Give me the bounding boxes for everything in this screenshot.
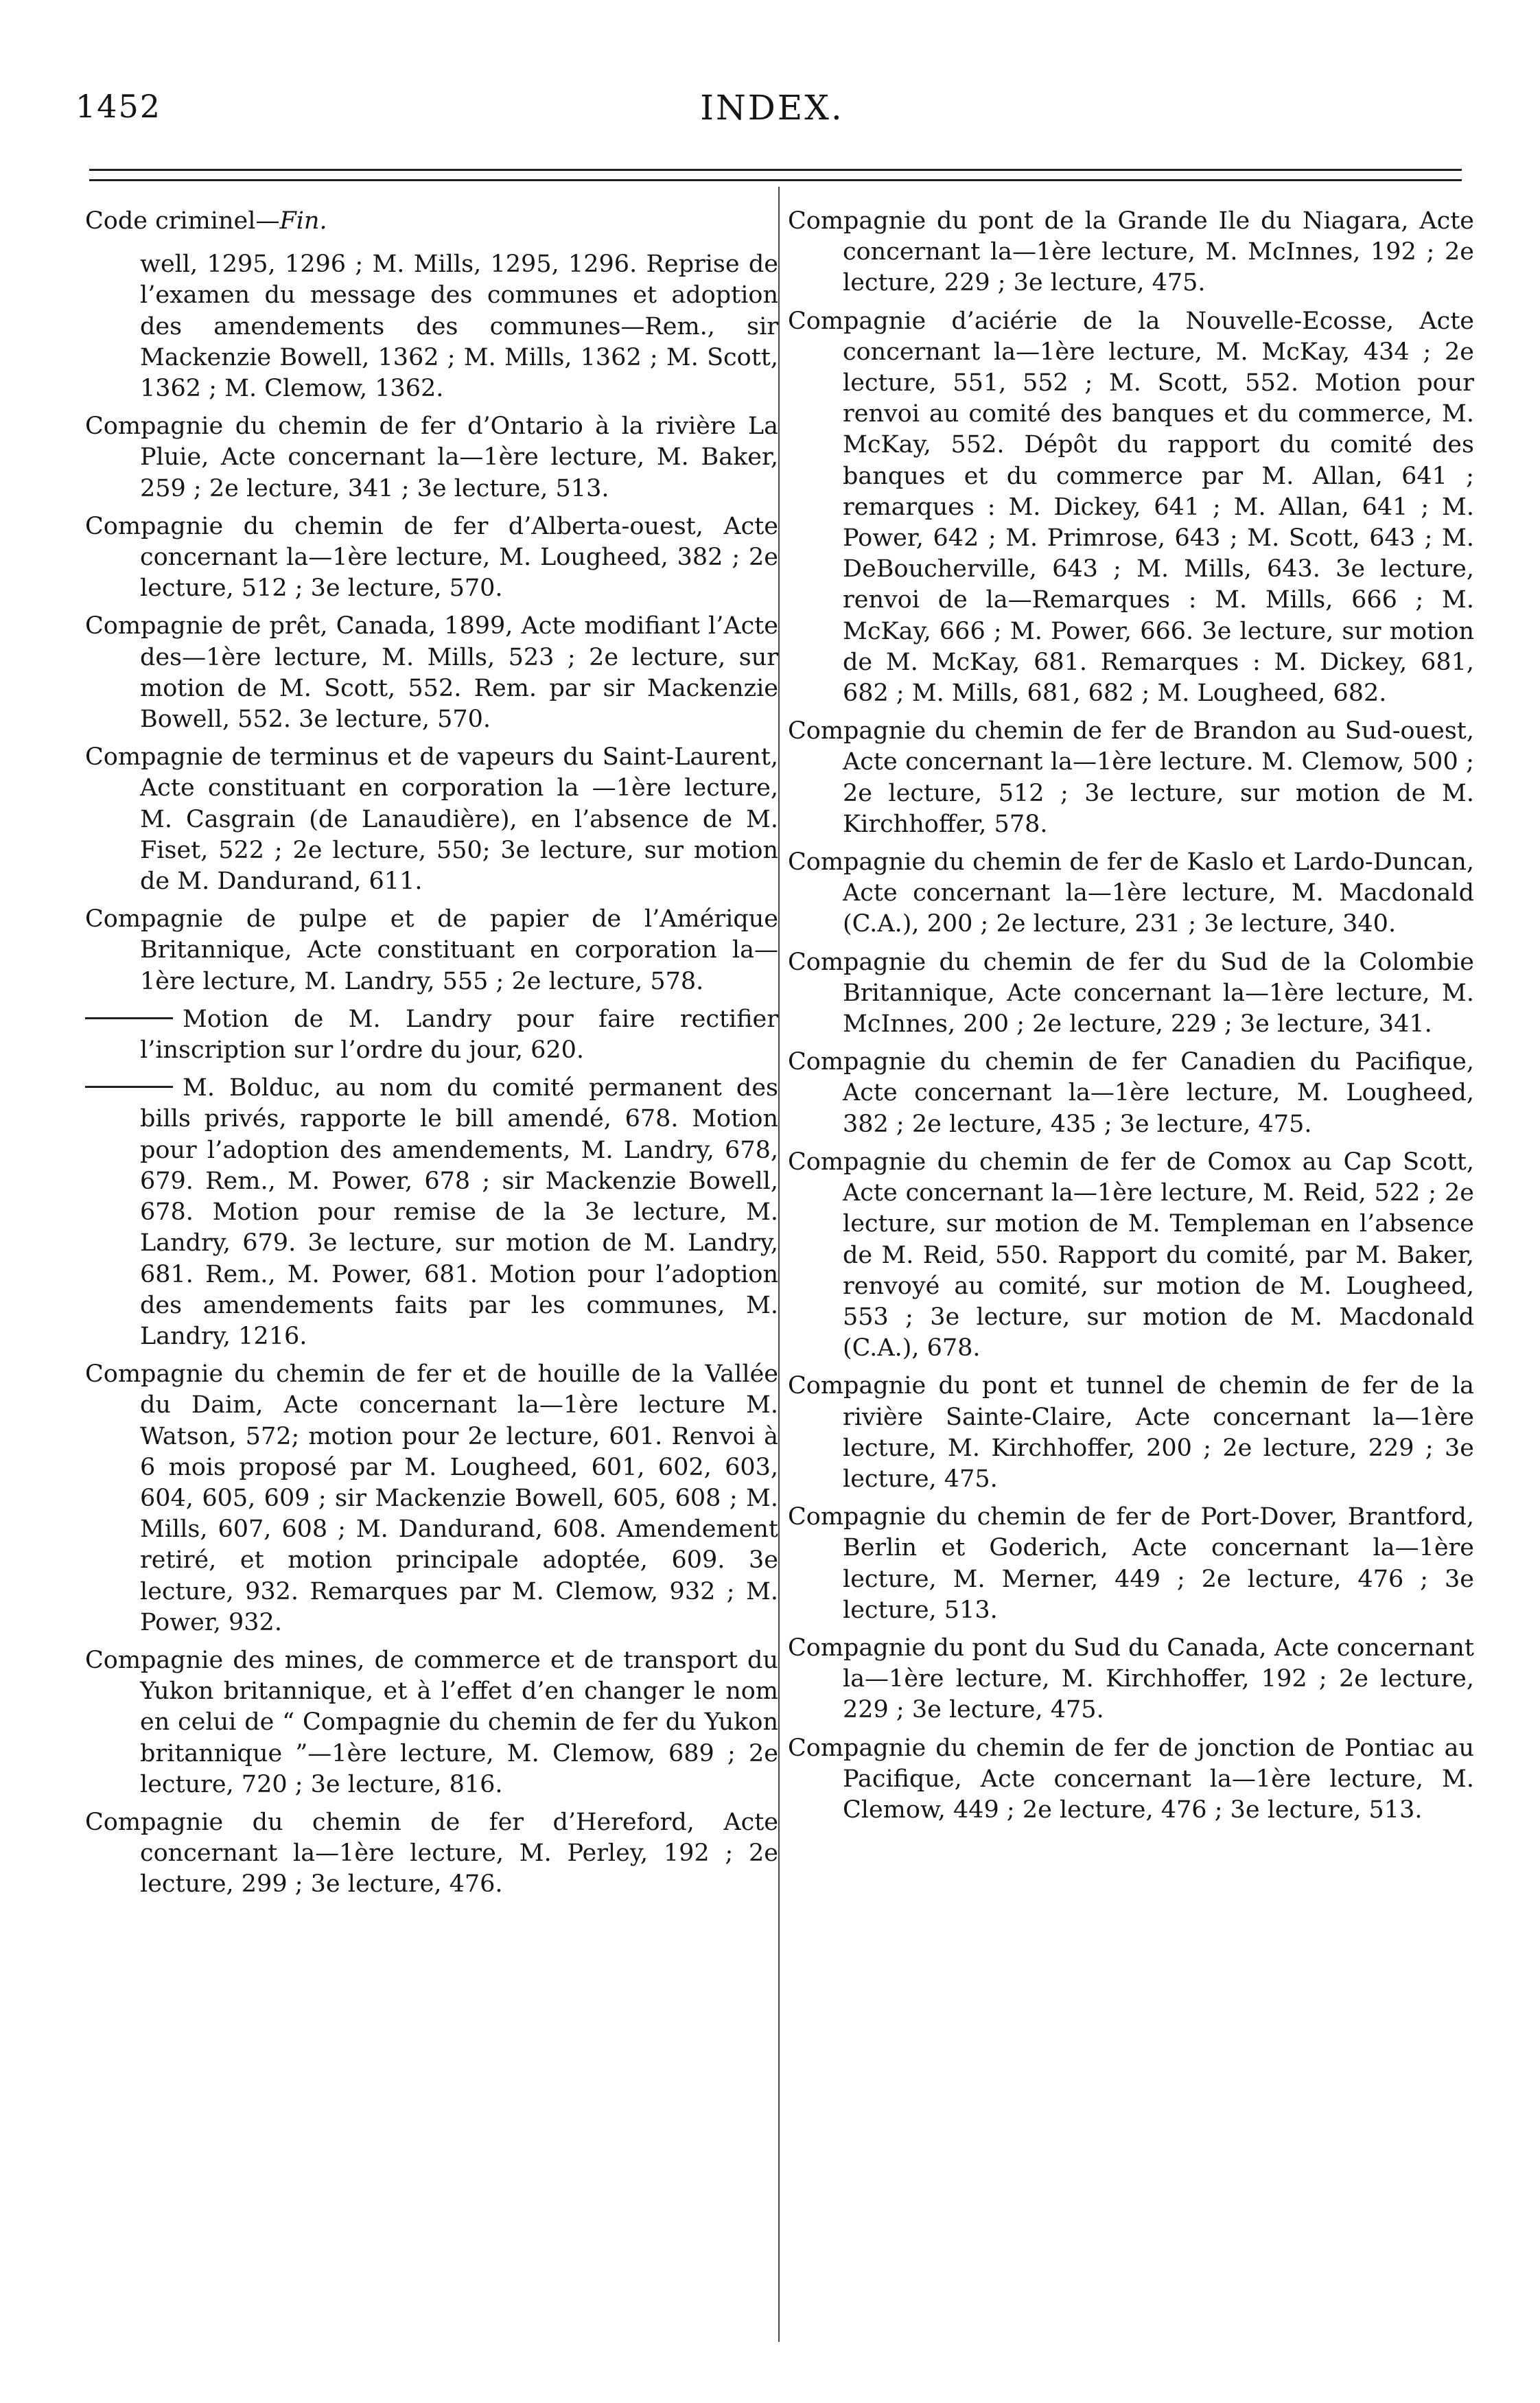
entry-text: well, 1295, 1296 ; M. Mills, 1295, 1296. Reprise de l’examen du message des communes et adoption des amendements des communes—Rem., sir Mackenzie Bowell, 1362 ; M. Mills, 1362 ; M. Scott, 1362 ; M. Clemow, 1362. xyxy=(140,251,778,403)
entry-text: Compagnie du chemin de fer d’Ontario à la rivière La Pluie, Acte concernant la—1ère lecture, M. Baker, 259 ; 2e lecture, 341 ; 3e lecture, 513. xyxy=(85,413,778,502)
header-rule xyxy=(89,169,1462,181)
right-column xyxy=(788,206,1474,1833)
index-entry xyxy=(85,1645,778,1800)
entry-text: M. Bolduc, au nom du comité permanent des bills privés, rapporte le bill amendé, 678. Motion pour l’adoption des amendements, M. Landry, 678, 679. Rem., M. Power, 678 ; sir Mackenzie Bowell, 678. Motion pour remise de la 3e lecture, M. Landry, 679. 3e lecture, sur motion de M. Landry, 681. Rem., M. Power, 681. Motion pour l’adoption des amendements faits par les communes, M. Landry, 1216. xyxy=(140,1074,778,1350)
index-entry xyxy=(85,511,778,605)
entry-text: Compagnie du chemin de fer et de houille de la Vallée du Daim, Acte concernant la—1ère lecture M. Watson, 572; motion pour 2e lecture, 601. Renvoi à 6 mois proposé par M. Lougheed, 601, 602, 603, 604, 605, 609 ; sir Mackenzie Bowell, 605, 608 ; M. Mills, 607, 608 ; M. Dandurand, 608. Amendement retiré, et motion principale adoptée, 609. 3e lecture, 932. Remarques par M. Clemow, 932 ; M. Power, 932. xyxy=(85,1360,778,1636)
index-entry xyxy=(788,847,1474,940)
column-divider xyxy=(778,187,780,2342)
index-entry xyxy=(788,1371,1474,1495)
entry-text: Compagnie du chemin de fer de Kaslo et Lardo-Duncan, Acte concernant la—1ère lecture, M. Macdonald (C.A.), 200 ; 2e lecture, 231 ; 3e lecture, 340. xyxy=(788,848,1474,938)
entry-text: Compagnie du chemin de fer d’Alberta-ouest, Acte concernant la—1ère lecture, M. Lougheed, 382 ; 2e lecture, 512 ; 3e lecture, 570. xyxy=(85,512,778,603)
entry-text: Compagnie du chemin de fer de Port-Dover, Brantford, Berlin et Goderich, Acte concernant la—1ère lecture, M. Merner, 449 ; 2e lecture, 476 ; 3e lecture, 513. xyxy=(788,1503,1474,1624)
ditto-dash xyxy=(85,1017,173,1019)
entry-text: Compagnie du pont du Sud du Canada, Acte concernant la—1ère lecture, M. Kirchhoffer, 192 ; 2e lecture, 229 ; 3e lecture, 475. xyxy=(788,1634,1474,1724)
index-entry xyxy=(85,742,778,897)
right-entries xyxy=(788,206,1474,1826)
index-entry xyxy=(85,904,778,997)
left-column xyxy=(85,206,778,1907)
index-entry xyxy=(788,1147,1474,1364)
entry-text: Compagnie du chemin de fer de Brandon au Sud-ouest, Acte concernant la—1ère lecture. M. Clemow, 500 ; 2e lecture, 512 ; 3e lecture, sur motion de M. Kirchhoffer, 578. xyxy=(788,717,1474,838)
heading-suffix: Fin. xyxy=(279,207,327,235)
index-entry xyxy=(788,306,1474,710)
entry-text: Compagnie du chemin de fer de Comox au Cap Scott, Acte concernant la—1ère lecture, M. Reid, 522 ; 2e lecture, sur motion de M. Templeman en l’absence de M. Reid, 550. Rapport du comité, par M. Baker, renvoyé au comité, sur motion de M. Lougheed, 553 ; 3e lecture, sur motion de M. Macdonald (C.A.), 678. xyxy=(788,1148,1474,1362)
index-entry xyxy=(788,1047,1474,1140)
index-entry xyxy=(85,411,778,504)
page-number: 1452 xyxy=(75,88,162,125)
left-entries xyxy=(85,249,778,1900)
index-entry xyxy=(788,206,1474,299)
entry-text: Compagnie de prêt, Canada, 1899, Acte modifiant l’Acte des—1ère lecture, M. Mills, 523 ; 2e lecture, sur motion de M. Scott, 552. Rem. par sir Mackenzie Bowell, 552. 3e lecture, 570. xyxy=(85,612,778,734)
page-header xyxy=(75,88,1469,143)
page-title: INDEX. xyxy=(700,88,844,128)
index-entry xyxy=(85,1359,778,1638)
entry-text: Compagnie de pulpe et de papier de l’Amérique Britannique, Acte constituant en corporation la—1ère lecture, M. Landry, 555 ; 2e lecture, 578. xyxy=(85,905,778,995)
entry-text: Compagnie du pont de la Grande Ile du Niagara, Acte concernant la—1ère lecture, M. McInnes, 192 ; 2e lecture, 229 ; 3e lecture, 475. xyxy=(788,207,1474,297)
entry-text: Compagnie du chemin de fer de jonction de Pontiac au Pacifique, Acte concernant la—1ère lecture, M. Clemow, 449 ; 2e lecture, 476 ; 3e lecture, 513. xyxy=(788,1734,1474,1824)
index-entry xyxy=(788,1633,1474,1726)
index-subentry xyxy=(85,1004,778,1066)
ditto-dash xyxy=(85,1086,173,1088)
heading-text: Code criminel— xyxy=(85,207,280,235)
entry-text: Compagnie du pont et tunnel de chemin de fer de la rivière Sainte-Claire, Acte concernant la—1ère lecture, M. Kirchhoffer, 200 ; 2e lecture, 229 ; 3e lecture, 475. xyxy=(788,1372,1474,1493)
index-entry xyxy=(788,1502,1474,1626)
index-entry xyxy=(788,947,1474,1041)
entry-text: Motion de M. Landry pour faire rectifier l’inscription sur l’ordre du jour, 620. xyxy=(140,1005,778,1065)
index-entry xyxy=(788,1733,1474,1826)
index-entry xyxy=(788,716,1474,840)
entry-text: Compagnie du chemin de fer d’Hereford, Acte concernant la—1ère lecture, M. Perley, 192 ; 2e lecture, 299 ; 3e lecture, 476. xyxy=(85,1808,778,1899)
index-entry xyxy=(85,249,778,404)
entry-text: Compagnie du chemin de fer Canadien du Pacifique, Acte concernant la—1ère lecture, M. Lougheed, 382 ; 2e lecture, 435 ; 3e lecture, 475. xyxy=(788,1048,1474,1138)
entry-text: Compagnie des mines, de commerce et de transport du Yukon britannique, et à l’effet d’en changer le nom en celui de “ Compagnie du chemin de fer du Yukon britannique ”—1ère lecture, M. Clemow, 689 ; 2e lecture, 720 ; 3e lecture, 816. xyxy=(85,1646,778,1798)
index-subentry xyxy=(85,1073,778,1352)
entry-text: Compagnie de terminus et de vapeurs du Saint-Laurent, Acte constituant en corporation la —1ère lecture, M. Casgrain (de Lanaudière), en l’absence de M. Fiset, 522 ; 2e lecture, 550; 3e lecture, sur motion de M. Dandurand, 611. xyxy=(85,743,778,896)
continued-heading xyxy=(85,206,778,237)
entry-text: Compagnie du chemin de fer du Sud de la Colombie Britannique, Acte concernant la—1ère lecture, M. McInnes, 200 ; 2e lecture, 229 ; 3e lecture, 341. xyxy=(788,948,1474,1038)
index-entry xyxy=(85,1807,778,1901)
entry-text: Compagnie d’aciérie de la Nouvelle-Ecosse, Acte concernant la—1ère lecture, M. McKay, 434 ; 2e lecture, 551, 552 ; M. Scott, 552. Motion pour renvoi au comité des banques et du commerce, M. McKay, 552. Dépôt du rapport du comité des banques et du commerce par M. Allan, 641 ; remarques : M. Dickey, 641 ; M. Allan, 641 ; M. Power, 642 ; M. Primrose, 643 ; M. Scott, 643 ; M. DeBoucherville, 643 ; M. Mills, 643. 3e lecture, renvoi de la—Remarques : M. Mills, 666 ; M. McKay, 666 ; M. Power, 666. 3e lecture, sur motion de M. McKay, 681. Remarques : M. Dickey, 681, 682 ; M. Mills, 681, 682 ; M. Lougheed, 682. xyxy=(788,307,1474,708)
index-entry xyxy=(85,611,778,735)
